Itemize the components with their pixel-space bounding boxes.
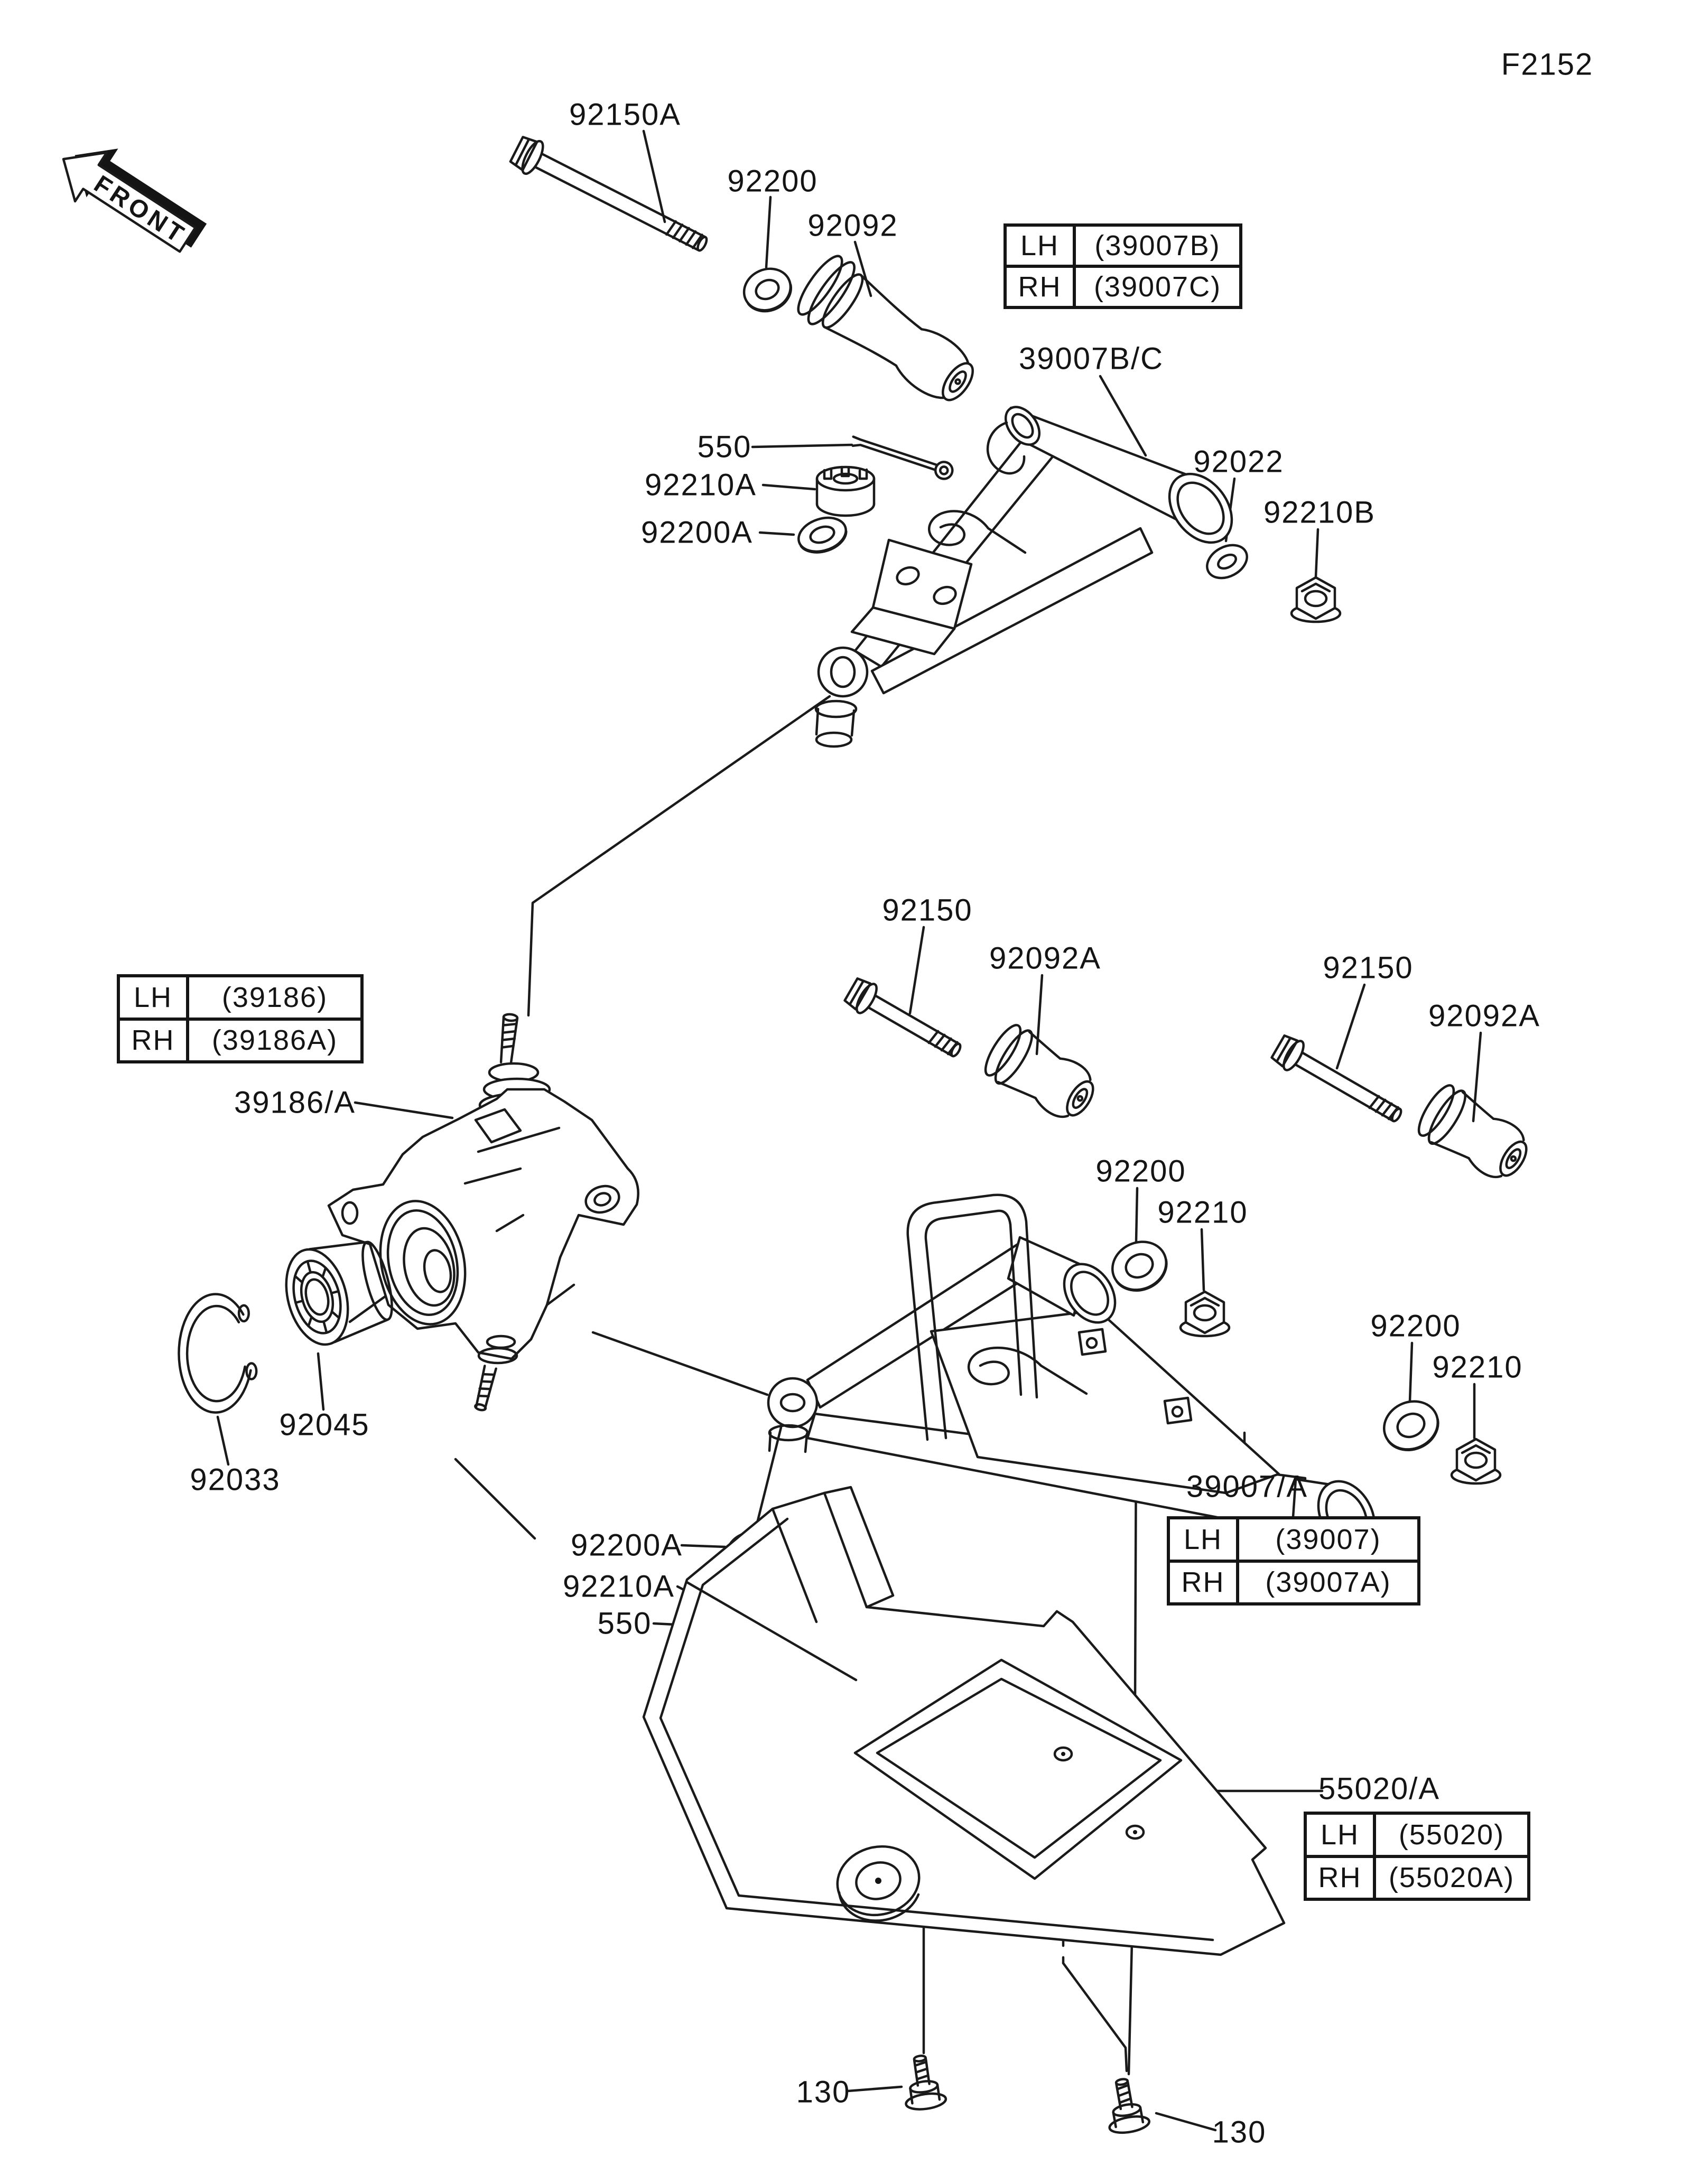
washer-92022 (1202, 538, 1253, 584)
callout-550-lower: 550 (597, 1606, 652, 1641)
table-part-number: (55020A) (1388, 1862, 1515, 1894)
castle-nut-92210A-upper (817, 467, 874, 516)
callout-92033: 92033 (190, 1462, 281, 1497)
table-knuckle-variants (117, 974, 364, 1063)
flange-nut-92210-right (1452, 1439, 1500, 1483)
callout-92210A-lower: 92210A (563, 1569, 675, 1604)
table-part-number: (39186A) (211, 1024, 338, 1057)
callout-92092A-mid: 92092A (989, 941, 1101, 976)
callout-130-right: 130 (1212, 2115, 1267, 2150)
bushing-92092 (790, 249, 988, 418)
callout-92200-mid: 92200 (1095, 1154, 1186, 1189)
callout-39186A: 39186/A (234, 1085, 356, 1120)
callout-92210-mid: 92210 (1157, 1195, 1248, 1230)
table-row (1007, 227, 1239, 265)
callout-92200-top: 92200 (727, 164, 818, 199)
washer-92200A-upper (794, 512, 851, 558)
pivot-bolt-92150-right (1270, 1032, 1407, 1131)
callout-92200A-lower: 92200A (571, 1528, 683, 1563)
callout-92210B: 92210B (1263, 495, 1376, 530)
callout-92150-right: 92150 (1323, 950, 1414, 985)
table-part-number: (39007B) (1094, 230, 1221, 262)
callout-92150-mid: 92150 (882, 893, 973, 928)
table-side-label: LH (1007, 227, 1076, 265)
table-part-number: (55020) (1398, 1818, 1505, 1851)
bolt-130-left (899, 2053, 946, 2112)
table-part-number: (39007A) (1265, 1566, 1391, 1599)
washer-92200-right (1377, 1393, 1446, 1459)
table-row (1170, 1519, 1417, 1560)
callout-92045: 92045 (279, 1407, 370, 1442)
table-row (120, 1018, 360, 1061)
table-side-label: LH (1170, 1519, 1239, 1560)
table-row (1007, 265, 1239, 306)
callout-92210A-upper: 92210A (645, 468, 757, 502)
front-label: FRONT (89, 169, 192, 250)
table-side-label: LH (120, 977, 189, 1018)
circlip-92033 (173, 1284, 259, 1422)
table-row (1307, 1815, 1527, 1855)
table-side-label: RH (1007, 268, 1076, 306)
callout-92200-right: 92200 (1370, 1309, 1461, 1343)
table-row (1170, 1560, 1417, 1603)
figure-code: F2152 (1501, 47, 1594, 82)
table-side-label: RH (120, 1021, 189, 1061)
washer-92200-mid (1105, 1234, 1174, 1299)
table-upper-arm-variants (1004, 223, 1242, 309)
table-side-label: RH (1307, 1858, 1376, 1898)
pivot-bolt-92150A (508, 133, 713, 261)
callout-39007BC: 39007B/C (1019, 341, 1164, 376)
callout-92200A-upper: 92200A (641, 515, 753, 550)
bolt-130-right (1102, 2076, 1150, 2135)
bushing-92092A-mid (979, 1019, 1104, 1130)
cotter-pin-550-upper (849, 437, 955, 480)
table-row (1307, 1855, 1527, 1898)
table-part-number: (39007C) (1093, 271, 1222, 303)
callout-92150A: 92150A (569, 97, 681, 132)
pivot-bolt-92150-mid (843, 975, 967, 1066)
callout-92210-right: 92210 (1432, 1350, 1523, 1385)
callout-92022: 92022 (1193, 444, 1284, 479)
callout-130-left: 130 (796, 2075, 851, 2110)
table-side-label: LH (1307, 1815, 1376, 1855)
table-lower-arm-variants (1167, 1516, 1420, 1606)
table-guard-variants (1304, 1812, 1530, 1901)
callout-39007A: 39007/A (1186, 1469, 1308, 1504)
washer-92200-top (737, 262, 797, 319)
callout-92092A-right: 92092A (1428, 998, 1540, 1033)
flange-nut-92210-mid (1181, 1292, 1229, 1336)
table-part-number: (39007) (1275, 1523, 1381, 1555)
table-side-label: RH (1170, 1563, 1239, 1603)
callout-550-upper: 550 (697, 430, 752, 464)
table-row (120, 977, 360, 1018)
flange-nut-92210B (1292, 577, 1340, 622)
callout-55020A: 55020/A (1318, 1771, 1441, 1806)
callout-92092: 92092 (807, 208, 898, 243)
front-direction-arrow (48, 127, 215, 268)
steering-knuckle-39186 (329, 1014, 638, 1412)
table-part-number: (39186) (221, 981, 328, 1013)
